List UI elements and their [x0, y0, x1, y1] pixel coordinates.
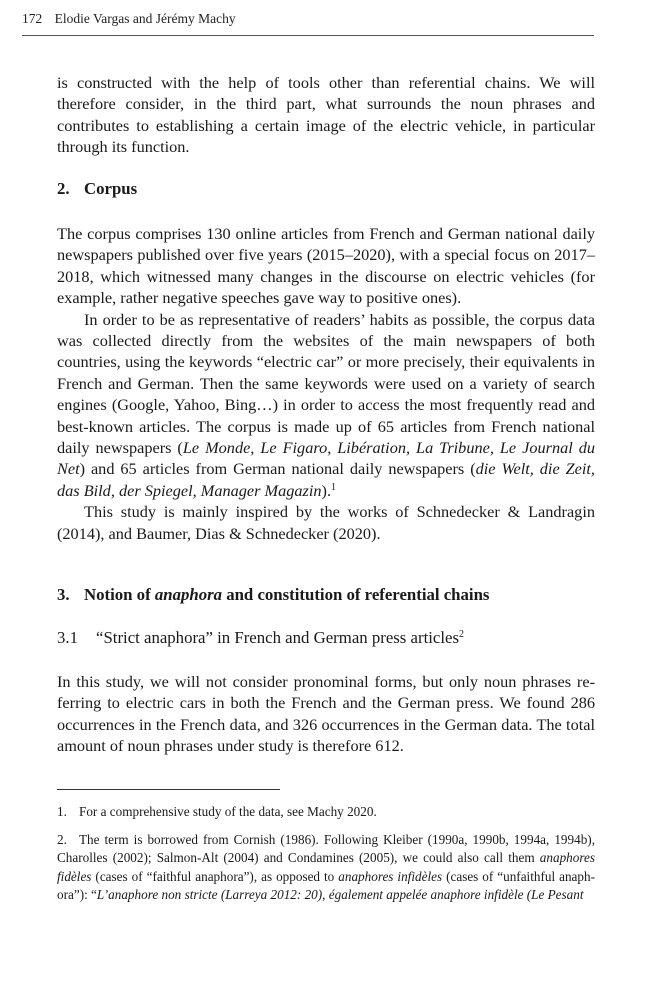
- section-2-title: Corpus: [84, 179, 138, 198]
- footnote-ref-2[interactable]: 2: [459, 629, 464, 640]
- footnote-2-text-c: (cases of “unfaithful anaphora”): “: [57, 868, 595, 902]
- section-2-number: 2.: [57, 179, 70, 198]
- footnote-rule: [57, 789, 280, 790]
- section-3-heading: [57, 585, 489, 605]
- german-newspapers: die Welt, die Zeit, das Bild, der Spiegel, Manager Magazin: [57, 459, 595, 500]
- footnote-2-emphasis-c: L’anaphore non stricte (Larreya 2012: 20), également appelée anaphore infidèle (Le Pesant: [96, 886, 584, 902]
- footnote-1-number: 1.: [57, 804, 67, 819]
- footnote-1-text: For a comprehensive study of the data, see Machy 2020.: [79, 804, 377, 819]
- subsection-3-1-heading: [57, 628, 464, 648]
- section-3-title-a: Notion of: [84, 585, 155, 604]
- section-3-number: 3.: [57, 585, 70, 604]
- footnote-2-text-a: The term is borrowed from Cornish (1986). Following Kleiber (1990a, 1990b, 1994a, 1994b), Charolles (2002); Salmon-Alt (2004) and Condamines (2005), we could also call them: [57, 832, 595, 866]
- paragraph-2-text-b: ) and 65 articles from German national daily newspapers (: [79, 459, 476, 479]
- section-2-paragraph-1: The corpus comprises 130 online articles from French and German national daily newspapers published over five years (2015–2020), with a special focus on 2017–2018, which witnessed many changes in the discourse on electric vehicles (for example, rather negative speeches gave way to positive ones).: [57, 224, 595, 308]
- running-head: [22, 11, 236, 27]
- intro-paragraph: is constructed with the help of tools other than referential chains. We will therefore consider, in the third part, what surrounds the noun phrases and contributes to establishing a certain image of the electric vehicle, in particular through its function.: [57, 73, 595, 157]
- section-3-title-emphasis: anaphora: [154, 585, 223, 604]
- section-2-paragraph-3: This study is mainly inspired by the works of Schnedecker & Landragin (2014), and Baumer, Dias & Schnedecker (2020).: [57, 502, 595, 543]
- page-number: 172: [22, 11, 43, 26]
- subsection-3-1-paragraph: In this study, we will not consider pronominal forms, but only noun phrases referring to electric cars in both the French and the German press. We found 286 occurrences in the French data, and 326 occurrences in the German data. The total amount of noun phrases under study is therefore 612.: [57, 672, 595, 756]
- paragraph-2-text-c: ).: [321, 480, 332, 500]
- header-rule: [22, 35, 594, 36]
- section-2-heading: [57, 179, 137, 199]
- footnote-2-emphasis-b: anaphores infidèles: [338, 868, 443, 884]
- section-2-body: [57, 223, 595, 544]
- footnote-2-text-b: (cases of “faithful anaphora”), as opposed to: [91, 868, 339, 884]
- section-3-title-b: and constitution of referential chains: [222, 585, 490, 604]
- paragraph-2-text-a: In order to be as representative of readers’ habits as possible, the corpus data was collected directly from the websites of the main newspapers of both countries, using the keywords “electric car” or more precisely, their equivalents in French and German. Then the same keywords were used on a variety of search engines (Google, Yahoo, Bing…) in order to access the most frequently read and best-known articles. The corpus is made up of 65 articles from French national daily newspapers (: [57, 309, 595, 458]
- french-newspapers: Le Monde, Le Figaro, Libération, La Tribune, Le Journal du Net: [57, 438, 595, 479]
- footnote-2: [57, 831, 595, 904]
- footnote-ref-1[interactable]: 1: [331, 481, 337, 493]
- footnote-1: [57, 803, 595, 821]
- subsection-3-1-title: “Strict anaphora” in French and German press articles: [96, 628, 459, 647]
- footnote-2-number: 2.: [57, 832, 67, 847]
- section-2-paragraph-2: [57, 309, 595, 502]
- footnote-2-emphasis-a: anaphores fidèles: [57, 850, 595, 884]
- subsection-3-1-number: 3.1: [57, 628, 78, 647]
- running-head-authors: Elodie Vargas and Jérémy Machy: [54, 11, 236, 26]
